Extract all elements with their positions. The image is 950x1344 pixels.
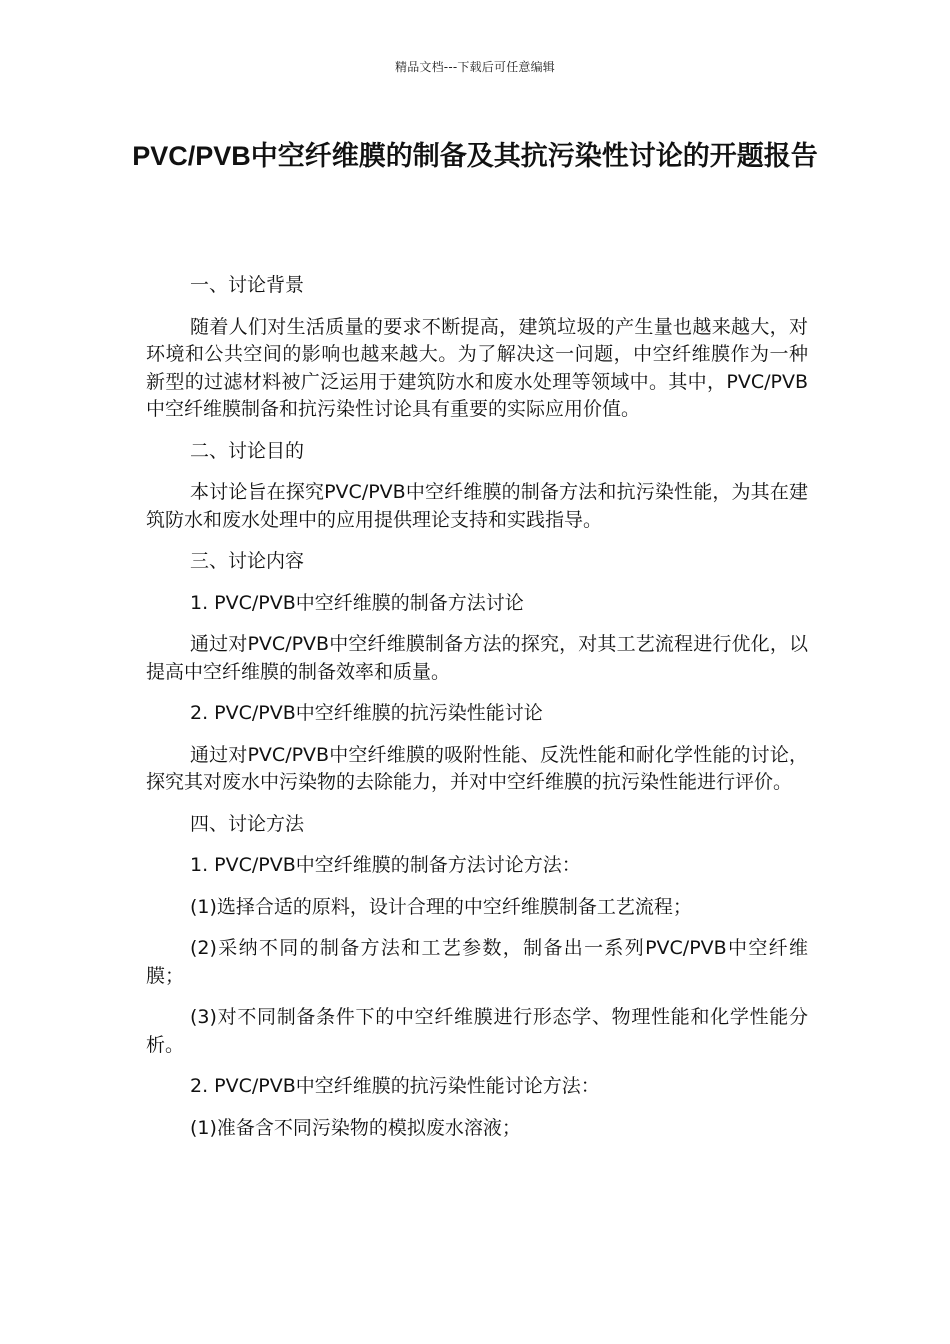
section-heading-background: 一、讨论背景 xyxy=(190,274,305,296)
paragraph-background: 随着人们对生活质量的要求不断提高，建筑垃圾的产生量也越来越大，对环境和公共空间的影响也越来越大。为了解决这一问题，中空纤维膜作为一种新型的过滤材料被广泛运用于建筑防水和废水处理等领域中。其中，PVC/PVB中空纤维膜制备和抗污染性讨论具有重要的实际应用价值。 xyxy=(146,315,808,420)
subheading-antifouling: 2. PVC/PVB中空纤维膜的抗污染性能讨论 xyxy=(190,702,543,724)
paragraph-purpose: 本讨论旨在探究PVC/PVB中空纤维膜的制备方法和抗污染性能，为其在建筑防水和废水处理中的应用提供理论支持和实践指导。 xyxy=(146,481,808,531)
section-heading-purpose: 二、讨论目的 xyxy=(190,439,305,462)
subheading-antifouling-method: 2. PVC/PVB中空纤维膜的抗污染性能讨论方法： xyxy=(190,1075,600,1097)
document-body xyxy=(146,272,808,1156)
paragraph-antifouling: 通过对PVC/PVB中空纤维膜的吸附性能、反洗性能和耐化学性能的讨论，探究其对废水中污染物的去除能力，并对中空纤维膜的抗污染性能进行评价。 xyxy=(146,743,808,793)
list-item: (3)对不同制备条件下的中空纤维膜进行形态学、物理性能和化学性能分析。 xyxy=(146,1006,808,1056)
list-item: (1)准备含不同污染物的模拟废水溶液； xyxy=(190,1116,521,1139)
header-watermark: 精品文档---下载后可任意编辑 xyxy=(395,60,555,74)
subheading-preparation-method: 1. PVC/PVB中空纤维膜的制备方法讨论方法： xyxy=(190,854,581,876)
document-title: PVC/PVB中空纤维膜的制备及其抗污染性讨论的开题报告 xyxy=(132,141,818,171)
paragraph-preparation: 通过对PVC/PVB中空纤维膜制备方法的探究，对其工艺流程进行优化，以提高中空纤维膜的制备效率和质量。 xyxy=(146,633,808,683)
section-heading-methods: 四、讨论方法 xyxy=(190,812,305,835)
list-item: (2)采纳不同的制备方法和工艺参数，制备出一系列PVC/PVB中空纤维膜； xyxy=(146,937,808,987)
section-heading-content: 三、讨论内容 xyxy=(190,550,305,572)
subheading-preparation: 1. PVC/PVB中空纤维膜的制备方法讨论 xyxy=(190,591,524,614)
list-item: (1)选择合适的原料，设计合理的中空纤维膜制备工艺流程； xyxy=(190,895,692,918)
